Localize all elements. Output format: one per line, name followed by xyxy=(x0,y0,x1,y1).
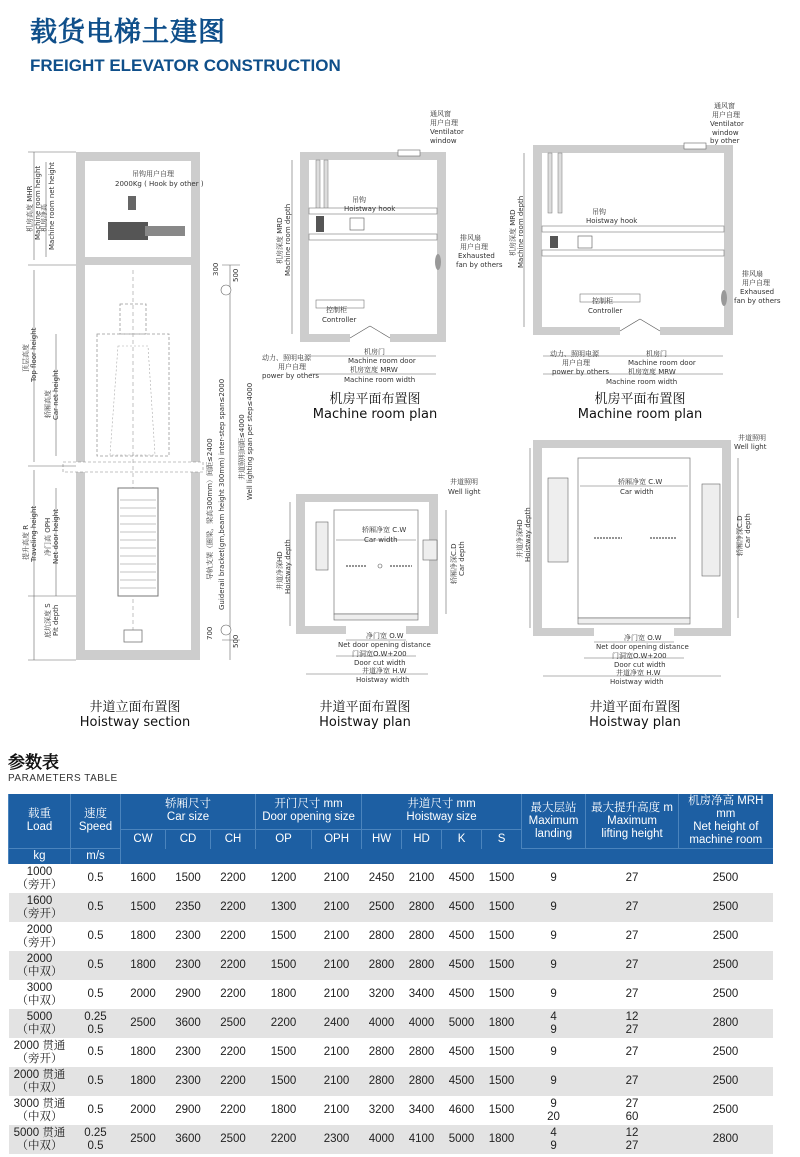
cell-cw: 2500 xyxy=(121,1125,166,1154)
cell-hw: 2800 xyxy=(362,922,402,951)
cell-landing: 9 xyxy=(522,1038,586,1067)
cell-hd: 3400 xyxy=(402,980,442,1009)
cell-s: 1500 xyxy=(482,951,522,980)
cell-oph: 2100 xyxy=(312,864,362,893)
cell-speed: 0.5 xyxy=(71,980,121,1009)
cell-op: 1300 xyxy=(256,893,312,922)
cell-speed: 0.25 0.5 xyxy=(71,1125,121,1154)
mr2-vent-en3: by other xyxy=(710,137,740,145)
cell-load: 1600 （旁开） xyxy=(9,893,71,922)
cell-landing: 9 xyxy=(522,864,586,893)
hp2-op-en: Net door opening distance xyxy=(596,643,689,651)
table-row xyxy=(9,980,773,1009)
cell-hd: 2800 xyxy=(402,1067,442,1096)
mr2-hook-en: Hoistway hook xyxy=(586,217,638,225)
mr1-fan-cn: 排风扇 xyxy=(460,234,481,242)
hp2-light-en: Well light xyxy=(734,443,767,451)
cell-s: 1500 xyxy=(482,1067,522,1096)
cell-s: 1500 xyxy=(482,980,522,1009)
hp1-hd-cn: 井道净深HD xyxy=(276,551,284,590)
cell-lift: 27 xyxy=(586,1038,679,1067)
hoistway-plan-1 xyxy=(275,477,481,684)
cell-mrh: 2800 xyxy=(679,1125,773,1154)
table-row xyxy=(9,893,773,922)
cell-cw: 1800 xyxy=(121,1038,166,1067)
hp1-cut-cn: 门洞宽O.W+200 xyxy=(352,650,407,658)
label-top-en: Top floor height xyxy=(30,327,38,382)
label-door-cn: 净门高 OPH xyxy=(44,517,52,556)
cell-hw: 3200 xyxy=(362,980,402,1009)
cell-k: 4500 xyxy=(442,1038,482,1067)
mr1-vent-cn2: 用户自理 xyxy=(430,119,458,127)
cell-ch: 2200 xyxy=(211,951,256,980)
cell-cw: 2000 xyxy=(121,980,166,1009)
hp1-hd-en: Hoistway depth xyxy=(284,539,292,594)
cell-speed: 0.5 xyxy=(71,1067,121,1096)
cell-s: 1500 xyxy=(482,1038,522,1067)
header-oph: OPH xyxy=(312,829,362,848)
cell-k: 4500 xyxy=(442,922,482,951)
mr2-door-en: Machine room door xyxy=(628,359,696,367)
cell-hd: 2800 xyxy=(402,951,442,980)
params-title-en: PARAMETERS TABLE xyxy=(8,773,118,784)
header-load-unit: kg xyxy=(9,849,71,865)
cell-op: 1200 xyxy=(256,864,312,893)
mr2-vent-cn: 通风窗 xyxy=(714,102,735,110)
cell-hw: 4000 xyxy=(362,1009,402,1038)
label-mhr-en: Machine room height xyxy=(34,165,42,240)
hp2-light-cn: 井道照明 xyxy=(738,434,766,442)
cell-landing: 4 9 xyxy=(522,1125,586,1154)
cell-hw: 2500 xyxy=(362,893,402,922)
cell-landing: 4 9 xyxy=(522,1009,586,1038)
hp1-op-cn: 净门宽 O.W xyxy=(366,632,404,640)
mr1-power-cn2: 用户自理 xyxy=(278,363,306,371)
cell-cd: 2300 xyxy=(166,1067,211,1096)
label-bracket-cn: 导轨支架（圈梁，梁高300mm）间距≤2400 xyxy=(206,438,214,580)
cell-cd: 2900 xyxy=(166,980,211,1009)
mr2-fan-cn: 排风扇 xyxy=(742,270,763,278)
cell-mrh: 2500 xyxy=(679,864,773,893)
mr2-fan-cn2: 用户自理 xyxy=(742,279,770,287)
header-ch: CH xyxy=(211,829,256,848)
cell-k: 4500 xyxy=(442,893,482,922)
label-bracket-en: Guiderail bracket(gm,beam height 300mm) inter-step span≤2000 xyxy=(218,378,226,610)
mr1-vent-cn: 通风窗 xyxy=(430,110,451,118)
cell-hd: 2800 xyxy=(402,922,442,951)
hp1-cw-cn: 轿厢净宽 C.W xyxy=(362,526,407,534)
cell-landing: 9 20 xyxy=(522,1096,586,1125)
mr2-power-cn: 动力、照明电源 xyxy=(550,350,599,358)
mr2-mrd-cn: 机房深度 MRD xyxy=(509,209,517,256)
hp1-cw-en: Car width xyxy=(364,536,398,544)
mr1-fan-en: Exhausted xyxy=(458,252,495,260)
cell-lift: 27 60 xyxy=(586,1096,679,1125)
cell-lift: 12 27 xyxy=(586,1009,679,1038)
cell-speed: 0.5 xyxy=(71,1038,121,1067)
hp1-cut-en: Door cut width xyxy=(354,659,406,667)
cell-cd: 2300 xyxy=(166,951,211,980)
cell-landing: 9 xyxy=(522,980,586,1009)
header-mrh: 机房净高 MRH mm Net height of machine room xyxy=(679,794,773,849)
label-car-en: Car net height xyxy=(52,369,60,420)
cell-cd: 3600 xyxy=(166,1125,211,1154)
mr1-fan-cn2: 用户自理 xyxy=(460,243,488,251)
cell-ch: 2500 xyxy=(211,1125,256,1154)
header-car-size: 轿厢尺寸 Car size xyxy=(121,794,256,829)
cell-load: 3000 （中双） xyxy=(9,980,71,1009)
hp1-hw-cn: 井道净宽 H.W xyxy=(362,667,407,675)
cell-landing: 9 xyxy=(522,951,586,980)
params-title-cn: 参数表 xyxy=(8,753,59,773)
cell-cw: 1500 xyxy=(121,893,166,922)
table-row xyxy=(9,864,773,893)
label-travel-en: Traveling height xyxy=(30,505,38,562)
cell-op: 1800 xyxy=(256,980,312,1009)
cell-cd: 2300 xyxy=(166,1038,211,1067)
hp2-cw-en: Car width xyxy=(620,488,654,496)
cell-mrh: 2500 xyxy=(679,951,773,980)
cell-cw: 2000 xyxy=(121,1096,166,1125)
cell-hw: 3200 xyxy=(362,1096,402,1125)
header-max-lift: 最大提升高度 m Maximum lifting height xyxy=(586,794,679,849)
cell-lift: 27 xyxy=(586,893,679,922)
cell-oph: 2100 xyxy=(312,980,362,1009)
page-title-en: FREIGHT ELEVATOR CONSTRUCTION xyxy=(30,56,341,75)
hoistway-section-drawing xyxy=(21,152,254,660)
cell-ch: 2200 xyxy=(211,1067,256,1096)
header-hw: HW xyxy=(362,829,402,848)
cell-oph: 2400 xyxy=(312,1009,362,1038)
hp1-light-en: Well light xyxy=(448,488,481,496)
mr2-power-en: power by others xyxy=(552,368,609,376)
mr2-mrw-en: Machine room width xyxy=(606,378,678,386)
mr1-mrw-en: Machine room width xyxy=(344,376,416,384)
cell-ch: 2200 xyxy=(211,864,256,893)
label-car-cn: 轿厢高度 xyxy=(44,390,52,418)
cell-load: 2000 贯通 （旁开） xyxy=(9,1038,71,1067)
mr1-hook-en: Hoistway hook xyxy=(344,205,396,213)
cell-ch: 2200 xyxy=(211,1096,256,1125)
page-title-cn: 载货电梯土建图 xyxy=(30,17,226,48)
cell-s: 1800 xyxy=(482,1009,522,1038)
cell-op: 1500 xyxy=(256,1038,312,1067)
cell-oph: 2100 xyxy=(312,893,362,922)
header-hd: HD xyxy=(402,829,442,848)
hp2-cut-cn: 门洞宽O.W+200 xyxy=(612,652,667,660)
cell-k: 4500 xyxy=(442,1067,482,1096)
mr1-mrw-cn: 机房宽度 MRW xyxy=(350,366,398,374)
mr2-door-cn: 机房门 xyxy=(646,350,667,358)
cell-load: 2000 （中双） xyxy=(9,951,71,980)
machine-room-plan-1 xyxy=(262,109,503,384)
machine-room-plan-2 xyxy=(508,101,781,386)
hp2-hw-cn: 井道净宽 H.W xyxy=(616,669,661,677)
mr1-hook-cn: 吊钩 xyxy=(352,196,366,204)
hp1-op-en: Net door opening distance xyxy=(338,641,431,649)
cell-op: 1800 xyxy=(256,1096,312,1125)
dim-500: 500 xyxy=(232,268,240,282)
cell-ch: 2200 xyxy=(211,922,256,951)
cell-hd: 2800 xyxy=(402,893,442,922)
cell-cd: 2350 xyxy=(166,893,211,922)
cell-k: 5000 xyxy=(442,1125,482,1154)
cell-mrh: 2500 xyxy=(679,1038,773,1067)
cell-k: 5000 xyxy=(442,1009,482,1038)
cell-ch: 2200 xyxy=(211,980,256,1009)
label-travel-cn: 提升高度 R xyxy=(22,524,30,560)
header-op: OP xyxy=(256,829,312,848)
cell-hd: 2800 xyxy=(402,1038,442,1067)
cell-lift: 27 xyxy=(586,922,679,951)
table-row xyxy=(9,922,773,951)
cell-op: 1500 xyxy=(256,951,312,980)
cell-load: 1000 （旁开） xyxy=(9,864,71,893)
cell-load: 2000 （旁开） xyxy=(9,922,71,951)
mr2-power-cn2: 用户自理 xyxy=(562,359,590,367)
mr2-fan-en: Exhaused xyxy=(740,288,775,296)
cell-hw: 2450 xyxy=(362,864,402,893)
cell-cw: 1800 xyxy=(121,951,166,980)
caption-machine-room-plan-1: 机房平面布置图 Machine room plan xyxy=(312,392,438,422)
cell-mrh: 2800 xyxy=(679,1009,773,1038)
table-row xyxy=(9,1009,773,1038)
cell-s: 1500 xyxy=(482,893,522,922)
mr1-ctrl-cn: 控制柜 xyxy=(326,306,347,314)
dim-500b: 500 xyxy=(232,634,240,648)
mr1-mrd-cn: 机房深度 MRD xyxy=(276,217,284,264)
mr1-door-en: Machine room door xyxy=(348,357,416,365)
mr2-ctrl-cn: 控制柜 xyxy=(592,297,613,305)
cell-load: 5000 （中双） xyxy=(9,1009,71,1038)
cell-mrh: 2500 xyxy=(679,980,773,1009)
cell-lift: 27 xyxy=(586,864,679,893)
hp2-cut-en: Door cut width xyxy=(614,661,666,669)
header-load: 载重 Load xyxy=(9,794,71,849)
header-door-size: 开门尺寸 mm Door opening size xyxy=(256,794,362,829)
cell-op: 2200 xyxy=(256,1125,312,1154)
cell-s: 1500 xyxy=(482,864,522,893)
cell-op: 1500 xyxy=(256,1067,312,1096)
mr2-fan-en2: fan by others xyxy=(734,297,781,305)
hp2-hw-en: Hoistway width xyxy=(610,678,664,686)
header-cd: CD xyxy=(166,829,211,848)
cell-hw: 2800 xyxy=(362,1067,402,1096)
cell-hw: 2800 xyxy=(362,1038,402,1067)
cell-mrh: 2500 xyxy=(679,893,773,922)
cell-s: 1500 xyxy=(482,922,522,951)
cell-oph: 2100 xyxy=(312,1067,362,1096)
cell-hw: 4000 xyxy=(362,1125,402,1154)
cell-cd: 2300 xyxy=(166,922,211,951)
hp2-hd-cn: 井道净深HD xyxy=(516,519,524,558)
hoistway-plan-2 xyxy=(515,433,767,686)
cell-oph: 2300 xyxy=(312,1125,362,1154)
label-hook-en: 2000Kg ( Hook by other ) xyxy=(115,180,204,188)
hp1-cd-cn: 轿厢净深C.D xyxy=(450,543,458,584)
cell-hd: 3400 xyxy=(402,1096,442,1125)
label-top-cn: 顶层高度 xyxy=(22,344,30,372)
hp2-cd-cn: 轿厢净深C.D xyxy=(736,515,744,556)
mr2-vent-en2: window xyxy=(712,129,739,137)
cell-oph: 2100 xyxy=(312,1038,362,1067)
hp2-cd-en: Car depth xyxy=(744,513,752,548)
cell-load: 5000 贯通 （中双） xyxy=(9,1125,71,1154)
mr2-vent-en: Ventilator xyxy=(710,120,744,128)
caption-hoistway-plan-1: 井道平面布置图 Hoistway plan xyxy=(319,700,411,730)
cell-ch: 2200 xyxy=(211,1038,256,1067)
header-speed-unit: m/s xyxy=(71,849,121,865)
caption-hoistway-plan-2: 井道平面布置图 Hoistway plan xyxy=(589,700,681,730)
cell-k: 4500 xyxy=(442,951,482,980)
cell-k: 4500 xyxy=(442,864,482,893)
label-light-en: Well lighting span per step≤4000 xyxy=(246,382,254,500)
cell-lift: 27 xyxy=(586,1067,679,1096)
hp1-light-cn: 井道照明 xyxy=(450,478,478,486)
mr1-power-en: power by others xyxy=(262,372,319,380)
cell-oph: 2100 xyxy=(312,922,362,951)
table-row xyxy=(9,1125,773,1154)
cell-load: 3000 贯通 （中双） xyxy=(9,1096,71,1125)
mr2-hook-cn: 吊钩 xyxy=(592,208,606,216)
caption-machine-room-plan-2: 机房平面布置图 Machine room plan xyxy=(577,392,703,422)
header-cw: CW xyxy=(121,829,166,848)
mr1-mrd-en: Machine room depth xyxy=(284,203,292,276)
cell-s: 1800 xyxy=(482,1125,522,1154)
cell-mrh: 2500 xyxy=(679,1067,773,1096)
dim-300: 300 xyxy=(212,262,220,276)
hp1-hw-en: Hoistway width xyxy=(356,676,410,684)
cell-lift: 27 xyxy=(586,951,679,980)
parameters-table xyxy=(8,794,773,1154)
cell-speed: 0.25 0.5 xyxy=(71,1009,121,1038)
cell-landing: 9 xyxy=(522,1067,586,1096)
cell-cw: 1600 xyxy=(121,864,166,893)
label-pit-cn: 底坑深度 S xyxy=(44,603,52,638)
label-light-cn: 井道照明间距≤4000 xyxy=(238,414,246,480)
mr1-vent-en2: window xyxy=(430,137,457,145)
mr1-power-cn: 动力、照明电源 xyxy=(262,354,311,362)
header-s: S xyxy=(482,829,522,848)
cell-lift: 27 xyxy=(586,980,679,1009)
table-row xyxy=(9,1096,773,1125)
mr2-ctrl-en: Controller xyxy=(588,307,623,315)
label-mnh-en: Machine room net height xyxy=(48,162,56,250)
cell-ch: 2200 xyxy=(211,893,256,922)
cell-hd: 4000 xyxy=(402,1009,442,1038)
cell-op: 1500 xyxy=(256,922,312,951)
label-mhr-cn: 机房高度 MHR xyxy=(26,185,34,232)
header-hoistway-size: 井道尺寸 mm Hoistway size xyxy=(362,794,522,829)
header-max-landing: 最大层站 Maximum landing xyxy=(522,794,586,849)
cell-speed: 0.5 xyxy=(71,1096,121,1125)
cell-lift: 12 27 xyxy=(586,1125,679,1154)
hp2-cw-cn: 轿厢净宽 C.W xyxy=(618,478,663,486)
mr1-fan-en2: fan by others xyxy=(456,261,503,269)
cell-hw: 2800 xyxy=(362,951,402,980)
label-door-en: Net door height xyxy=(52,509,60,564)
cell-landing: 9 xyxy=(522,922,586,951)
hp2-op-cn: 净门宽 O.W xyxy=(624,634,662,642)
cell-k: 4500 xyxy=(442,980,482,1009)
cell-load: 2000 贯通 （中双） xyxy=(9,1067,71,1096)
hp2-hd-en: Hoistway depth xyxy=(524,507,532,562)
mr1-door-cn: 机房门 xyxy=(364,348,385,356)
dim-700: 700 xyxy=(206,626,214,640)
cell-mrh: 2500 xyxy=(679,1096,773,1125)
table-row xyxy=(9,951,773,980)
mr2-mrw-cn: 机房宽度 MRW xyxy=(628,368,676,376)
cell-op: 2200 xyxy=(256,1009,312,1038)
table-row xyxy=(9,1067,773,1096)
cell-oph: 2100 xyxy=(312,951,362,980)
header-speed: 速度 Speed xyxy=(71,794,121,849)
cell-speed: 0.5 xyxy=(71,951,121,980)
hp1-cd-en: Car depth xyxy=(458,541,466,576)
cell-k: 4600 xyxy=(442,1096,482,1125)
cell-mrh: 2500 xyxy=(679,922,773,951)
cell-hd: 2100 xyxy=(402,864,442,893)
mr2-vent-cn2: 用户自理 xyxy=(712,111,740,119)
mr1-vent-en: Ventilator xyxy=(430,128,464,136)
cell-ch: 2500 xyxy=(211,1009,256,1038)
mr1-ctrl-en: Controller xyxy=(322,316,357,324)
cell-cd: 3600 xyxy=(166,1009,211,1038)
cell-hd: 4100 xyxy=(402,1125,442,1154)
cell-speed: 0.5 xyxy=(71,893,121,922)
cell-cw: 1800 xyxy=(121,1067,166,1096)
cell-cw: 2500 xyxy=(121,1009,166,1038)
mr2-mrd-en: Machine room depth xyxy=(517,195,525,268)
cell-speed: 0.5 xyxy=(71,922,121,951)
label-hook-cn: 吊钩用户自理 xyxy=(132,170,174,178)
cell-oph: 2100 xyxy=(312,1096,362,1125)
cell-cw: 1800 xyxy=(121,922,166,951)
cell-cd: 2900 xyxy=(166,1096,211,1125)
header-k: K xyxy=(442,829,482,848)
table-row xyxy=(9,1038,773,1067)
cell-speed: 0.5 xyxy=(71,864,121,893)
label-mnh-cn: 机房净高 xyxy=(40,204,48,232)
cell-landing: 9 xyxy=(522,893,586,922)
cell-s: 1500 xyxy=(482,1096,522,1125)
cell-cd: 1500 xyxy=(166,864,211,893)
label-pit-en: Pit depth xyxy=(52,604,60,636)
caption-hoistway-section: 井道立面布置图 Hoistway section xyxy=(79,700,191,730)
